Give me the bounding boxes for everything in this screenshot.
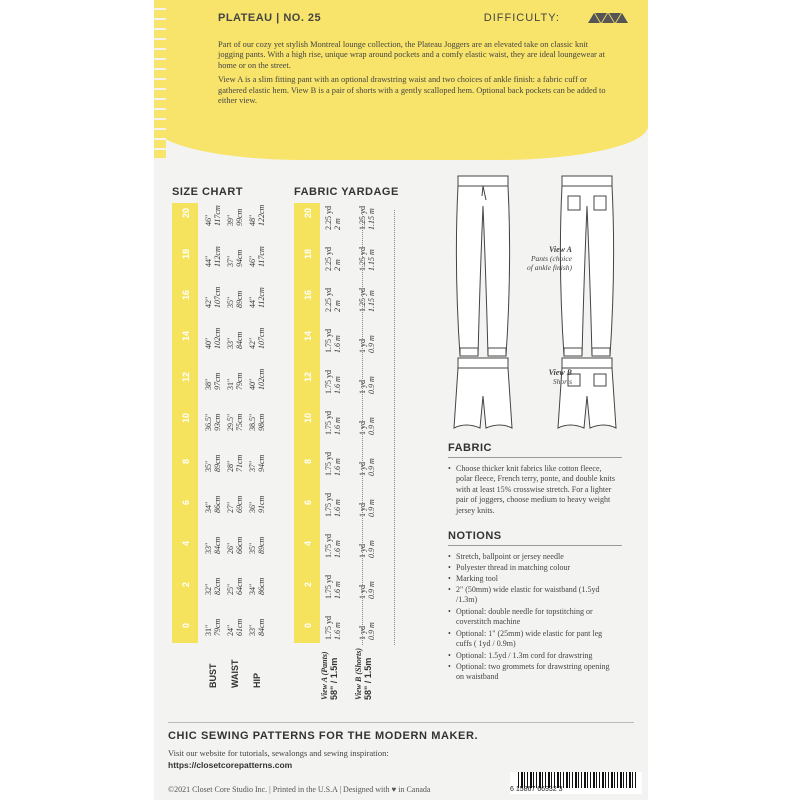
size-value [226, 496, 244, 513]
size-value-line: 36" [248, 501, 257, 513]
yardage-value-line: 0.9 m [367, 581, 376, 599]
yardage-value-line: 1.6 m [333, 335, 342, 353]
size-value-line: 33" [248, 624, 257, 636]
yardage-value-line: 0.9 m [367, 417, 376, 435]
footer-text: Visit our website for tutorials, sewalongs and sewing inspiration: [168, 748, 389, 758]
size-value-line: 97cm [213, 372, 222, 390]
size-number: 2 [181, 581, 191, 587]
yardage-value [324, 534, 342, 558]
yardage-value-line: 1 yd [358, 626, 367, 640]
size-value-line: 40" [204, 337, 213, 349]
size-number: 12 [181, 371, 191, 382]
size-value-line: 117cm [257, 246, 266, 267]
yardage-value-line: 2 m [333, 300, 342, 312]
yardage-value [358, 499, 376, 517]
yardage-value-line: 1 yd [358, 462, 367, 476]
size-number: 0 [181, 622, 191, 628]
intro-paragraph-1: Part of our cozy yet stylish Montreal lounge collection, the Plateau Joggers are an elevated take on classic knit jogging pants. With a high rise, unique wrap around pockets and a comfy elastic waist, they are ideal loungewear at home or on the street. [218, 40, 605, 70]
intro-text [218, 40, 614, 110]
yardage-value [358, 417, 376, 435]
yardage-value-line: 1.15 m [367, 290, 376, 312]
size-value-line: 75cm [235, 413, 244, 431]
difficulty-triangle [616, 13, 628, 23]
size-value [204, 246, 222, 267]
yardage-value-line: 1.25 yd [358, 206, 367, 230]
size-value-line: 122cm [257, 204, 266, 226]
size-value [226, 578, 244, 595]
intro-paragraph-2: View A is a slim fitting pant with an optional drawstring waist and two choices of ankle finish: a fabric cuff or gathered elastic hem. View B is a pair of shorts with a gently scalloped hem. Optional back pockets can be added to either view. [218, 75, 606, 106]
website-link[interactable]: https://closetcorepatterns.com [168, 760, 293, 770]
yardage-view-name: View A (Pants) [320, 651, 329, 700]
list-item: • Optional: two grommets for drawstring opening on waistband [448, 662, 618, 683]
yardage-value-line: 0.9 m [367, 540, 376, 558]
yardage-value [324, 329, 342, 353]
yardage-size-number: 2 [303, 581, 313, 587]
size-value [226, 373, 244, 390]
barcode [510, 772, 642, 794]
yardage-value-line: 1.6 m [333, 458, 342, 476]
footer-divider [168, 722, 634, 723]
size-value-line: 39" [226, 214, 235, 226]
size-number: 6 [181, 499, 191, 505]
list-item: • 2" (50mm) wide elastic for waistband (1.5yd /1.3m) [448, 585, 618, 606]
size-number: 8 [181, 458, 191, 464]
fabric-section [448, 442, 622, 515]
yardage-value [324, 247, 342, 271]
size-value-line: 99cm [235, 208, 244, 226]
yardage-value-line: 0.9 m [367, 376, 376, 394]
size-value-line: 32" [204, 583, 213, 595]
size-value-line: 38" [204, 378, 213, 390]
flap-perforation [154, 0, 166, 160]
yardage-value-line: 1.6 m [333, 417, 342, 435]
size-value [204, 414, 222, 431]
table-divider [394, 210, 395, 645]
size-number: 18 [181, 248, 191, 259]
size-value-line: 107cm [213, 286, 222, 308]
view-b-title: View B [548, 368, 572, 377]
yardage-value-line: 2 m [333, 218, 342, 230]
size-value-line: 46" [248, 255, 257, 267]
size-value-line: 35" [204, 460, 213, 472]
yardage-size-number: 16 [303, 289, 313, 300]
size-value-line: 117cm [213, 205, 222, 226]
size-value-line: 84cm [235, 331, 244, 349]
size-value-line: 24" [226, 624, 235, 636]
size-value [204, 287, 222, 308]
size-value-line: 31" [226, 378, 235, 390]
yardage-value [358, 622, 376, 640]
yardage-size-number: 4 [303, 540, 313, 546]
yardage-value-line: 0.9 m [367, 458, 376, 476]
yardage-value-line: 0.9 m [367, 499, 376, 517]
yardage-value-line: 1.6 m [333, 581, 342, 599]
size-value-line: 48" [248, 214, 257, 226]
yardage-size-number: 10 [303, 412, 313, 423]
size-value [248, 246, 266, 267]
yardage-value-line: 2.25 yd [324, 206, 333, 230]
list-item: • Marking tool [448, 574, 618, 584]
size-number: 14 [181, 330, 191, 341]
notions-title: NOTIONS [448, 530, 622, 546]
view-a-sub1: Pants (choice [530, 254, 572, 263]
size-number: 10 [181, 412, 191, 423]
size-value-line: 102cm [257, 368, 266, 390]
size-value-line: 89cm [235, 290, 244, 308]
list-item: • Optional: 1" (25mm) wide elastic for pant leg cuffs ( 1yd / 0.9m) [448, 629, 618, 650]
yardage-size-number: 18 [303, 248, 313, 259]
size-value-line: 66cm [235, 536, 244, 554]
yardage-value [358, 335, 376, 353]
size-value-line: 37" [248, 460, 257, 472]
list-item: • Choose thicker knit fabrics like cotton fleece, polar fleece, French terry, ponte, and double knits with at least 15% crosswise stretch. For a lighter pair of joggers, choose medium to heavy weight jersey knits. [448, 464, 618, 516]
view-a-front-drawing [456, 176, 509, 356]
size-row-label: BUST [208, 663, 218, 688]
size-value [248, 328, 266, 349]
size-value-line: 44" [248, 296, 257, 308]
yardage-value [358, 206, 376, 230]
yardage-value [358, 458, 376, 476]
size-value-line: 84cm [257, 618, 266, 636]
size-value [204, 373, 222, 390]
size-number: 16 [181, 289, 191, 300]
size-value [204, 496, 222, 513]
size-value [248, 414, 266, 431]
size-value-line: 36.5" [204, 413, 213, 431]
size-value [226, 414, 244, 431]
size-chart-header-bar [172, 203, 198, 643]
size-value-line: 44" [204, 255, 213, 267]
size-value [226, 619, 244, 636]
notions-section [448, 530, 622, 682]
size-value-line: 33" [226, 337, 235, 349]
yardage-header-bar [294, 203, 320, 643]
yardage-value-line: 1.6 m [333, 622, 342, 640]
yardage-value [324, 616, 342, 640]
view-b-caption [518, 368, 572, 386]
size-value-line: 34" [204, 501, 213, 513]
yardage-value-line: 1.25 yd [358, 288, 367, 312]
size-value [248, 537, 266, 554]
yardage-value-line: 1.75 yd [324, 616, 333, 640]
size-value-line: 102cm [213, 327, 222, 349]
view-b-sub: Shorts [552, 377, 572, 386]
yardage-value-line: 1.75 yd [324, 329, 333, 353]
difficulty-label: DIFFICULTY: [483, 12, 560, 24]
copyright: ©2021 Closet Core Studio Inc. | Printed in the U.S.A | Designed with ♥ in Canada [168, 785, 431, 794]
yardage-value-line: 1 yd [358, 544, 367, 558]
yardage-value-line: 1 yd [358, 380, 367, 394]
yardage-value [324, 575, 342, 599]
yardage-size-number: 6 [303, 499, 313, 505]
yardage-value [358, 288, 376, 312]
yardage-value-line: 1.6 m [333, 540, 342, 558]
size-value [226, 537, 244, 554]
size-value [204, 537, 222, 554]
size-value [226, 250, 244, 267]
yardage-value [358, 540, 376, 558]
size-value-line: 27" [226, 501, 235, 513]
size-number: 4 [181, 540, 191, 546]
yardage-value-line: 1 yd [358, 585, 367, 599]
yardage-size-number: 12 [303, 371, 313, 382]
yardage-value [324, 370, 342, 394]
header [218, 12, 618, 28]
size-value-line: 42" [248, 337, 257, 349]
size-value-line: 71cm [235, 454, 244, 472]
yardage-value-line: 1.75 yd [324, 575, 333, 599]
size-value-line: 34" [248, 583, 257, 595]
yardage-value-line: 1.6 m [333, 499, 342, 517]
size-value-line: 89cm [257, 536, 266, 554]
size-value-line: 26" [226, 542, 235, 554]
yardage-value-line: 0.9 m [367, 622, 376, 640]
size-value-line: 46" [204, 214, 213, 226]
yardage-fabric-width: 58" / 1.5m [363, 657, 373, 700]
barcode-digits: 6 15867 66932 3 [510, 786, 563, 793]
fabric-title: FABRIC [448, 442, 622, 458]
size-value-line: 94cm [235, 249, 244, 267]
list-item: • Polyester thread in matching colour [448, 563, 618, 573]
size-row-label: WAIST [230, 659, 240, 688]
yardage-value [324, 206, 342, 230]
size-value-line: 25" [226, 583, 235, 595]
yardage-value-line: 1 yd [358, 421, 367, 435]
size-value-line: 112cm [257, 287, 266, 308]
size-value-line: 79cm [213, 618, 222, 636]
size-value [226, 455, 244, 472]
fabric-yardage-title: FABRIC YARDAGE [294, 186, 399, 198]
size-row-label: HIP [252, 672, 262, 688]
size-value-line: 42" [204, 296, 213, 308]
yardage-value-line: 0.9 m [367, 335, 376, 353]
size-value-line: 89cm [213, 454, 222, 472]
yardage-size-number: 8 [303, 458, 313, 464]
yardage-value [324, 452, 342, 476]
size-value [248, 287, 266, 308]
size-value-line: 86cm [213, 495, 222, 513]
size-value [248, 369, 266, 390]
size-value-line: 94cm [257, 454, 266, 472]
list-item: • Stretch, ballpoint or jersey needle [448, 552, 618, 562]
size-value-line: 107cm [257, 327, 266, 349]
yardage-value-line: 1.75 yd [324, 452, 333, 476]
size-value-line: 69cm [235, 495, 244, 513]
size-value [248, 496, 266, 513]
size-value-line: 28" [226, 460, 235, 472]
yardage-fabric-width: 58" / 1.5m [329, 657, 339, 700]
size-value-line: 31" [204, 624, 213, 636]
yardage-value-line: 1.15 m [367, 208, 376, 230]
size-value [248, 619, 266, 636]
size-value-line: 79cm [235, 372, 244, 390]
size-value-line: 86cm [257, 577, 266, 595]
yardage-row-label [320, 651, 339, 700]
size-value [204, 205, 222, 226]
yardage-value [358, 581, 376, 599]
size-value-line: 38.5" [248, 413, 257, 431]
size-value-line: 91cm [257, 495, 266, 513]
pattern-title: PLATEAU | NO. 25 [218, 12, 322, 24]
size-value [204, 619, 222, 636]
size-value-line: 61cm [235, 618, 244, 636]
yardage-value-line: 1.15 m [367, 249, 376, 271]
view-a-sub2: of ankle finish) [527, 263, 572, 272]
view-a-title: View A [548, 245, 572, 254]
size-value [226, 332, 244, 349]
pattern-envelope [154, 0, 648, 800]
yardage-value [324, 288, 342, 312]
size-value [248, 578, 266, 595]
size-value [248, 205, 266, 226]
yardage-value [324, 493, 342, 517]
size-value-line: 33" [204, 542, 213, 554]
list-item: • Optional: double needle for topstitching or coverstitch machine [448, 607, 618, 628]
yardage-value-line: 1.75 yd [324, 370, 333, 394]
size-value-line: 64cm [235, 577, 244, 595]
size-value [204, 455, 222, 472]
size-value [204, 328, 222, 349]
size-value-line: 35" [248, 542, 257, 554]
size-value-line: 82cm [213, 577, 222, 595]
size-value-line: 112cm [213, 246, 222, 267]
size-value-line: 84cm [213, 536, 222, 554]
size-value [248, 455, 266, 472]
yardage-value [358, 247, 376, 271]
yardage-size-number: 20 [303, 207, 313, 218]
yardage-value-line: 1.75 yd [324, 493, 333, 517]
yardage-row-label [354, 648, 373, 700]
size-value-line: 37" [226, 255, 235, 267]
size-value [226, 209, 244, 226]
table-divider [362, 210, 363, 645]
garment-illustrations [444, 166, 634, 436]
yardage-size-number: 0 [303, 622, 313, 628]
yardage-value-line: 1.75 yd [324, 411, 333, 435]
yardage-value [324, 411, 342, 435]
yardage-view-name: View B (Shorts) [354, 647, 363, 700]
yardage-value-line: 1 yd [358, 503, 367, 517]
size-value [204, 578, 222, 595]
size-number: 20 [181, 207, 191, 218]
size-value-line: 98cm [257, 413, 266, 431]
size-value [226, 291, 244, 308]
yardage-value-line: 1.75 yd [324, 534, 333, 558]
yardage-size-number: 14 [303, 330, 313, 341]
yardage-value-line: 2 m [333, 259, 342, 271]
size-chart-title: SIZE CHART [172, 186, 243, 198]
yardage-value-line: 2.25 yd [324, 288, 333, 312]
list-item: • Optional: 1.5yd / 1.3m cord for drawstring [448, 651, 618, 661]
view-b-front-drawing [454, 358, 512, 428]
footer-title: CHIC SEWING PATTERNS FOR THE MODERN MAKER. [168, 730, 479, 742]
yardage-value-line: 2.25 yd [324, 247, 333, 271]
size-value-line: 35" [226, 296, 235, 308]
yardage-value-line: 1 yd [358, 339, 367, 353]
view-a-caption [518, 245, 572, 272]
size-value-line: 29.5" [226, 413, 235, 431]
yardage-value-line: 1.6 m [333, 376, 342, 394]
size-value-line: 40" [248, 378, 257, 390]
yardage-value-line: 1.25 yd [358, 247, 367, 271]
size-value-line: 93cm [213, 413, 222, 431]
yardage-value [358, 376, 376, 394]
